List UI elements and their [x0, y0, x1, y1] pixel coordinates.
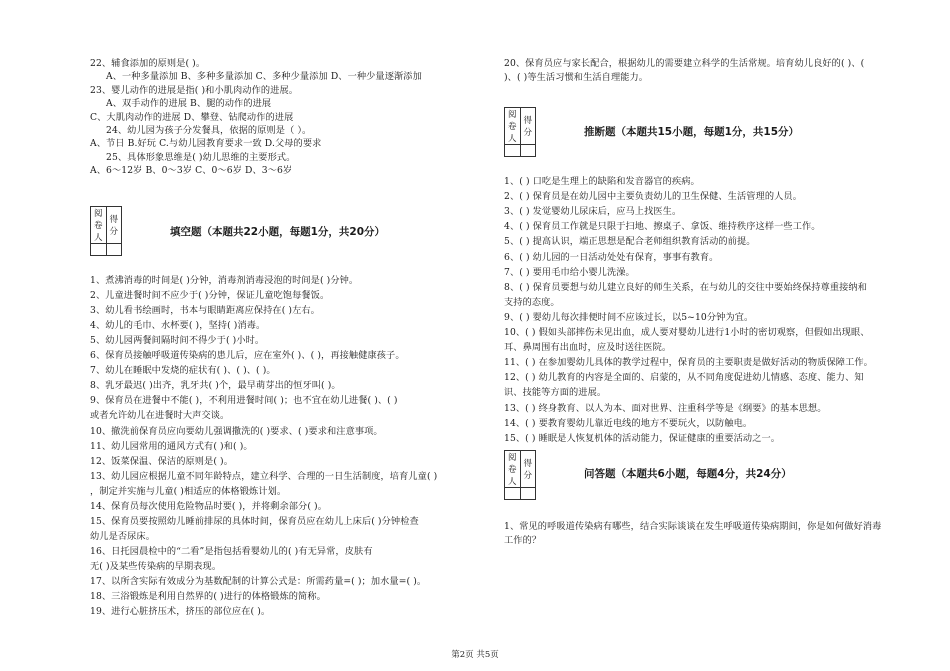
text-line: 15、保育员要按照幼儿睡前排尿的具体时间，保育员应在幼儿上床后( )分钟检查	[90, 515, 419, 527]
text-line: 2、儿童进餐时间不应少于( )分钟，保证儿童吃饱每餐饭。	[90, 290, 330, 302]
text-line: 22、辅食添加的原则是( )。	[90, 58, 206, 69]
text-line: 工作的？	[504, 535, 542, 546]
grader-header: 阅卷人	[505, 108, 521, 145]
text-line: 识、技能等方面的进展。	[504, 387, 607, 399]
text-line: 17、以所含实际有效成分为基数配制的计算公式是：所需药量=( )；加水量=( )。	[90, 576, 427, 587]
grader-cell	[91, 244, 107, 256]
qa-section-title: 问答题（本题共6小题，每题4分，共24分）	[584, 468, 792, 480]
text-line: 18、三浴锻炼是利用自然界的( )进行的体格锻炼的简称。	[90, 591, 326, 603]
text-line: 7、( ) 要用毛巾给小婴儿洗澡。	[504, 266, 635, 278]
text-line: 3、( ) 发觉婴幼儿尿床后，应马上找医生。	[504, 206, 682, 218]
text-line: 12、( ) 幼儿教育的内容是全面的、启蒙的，从不同角度促进幼儿情感、态度、能力、知	[504, 372, 864, 384]
fill-score-table	[90, 206, 122, 256]
text-line: 8、乳牙最迟( )出齐，乳牙共( )个，最早萌芽出的恒牙叫( )。	[90, 380, 341, 392]
text-line: 20、保育员应与家长配合，根据幼儿的需要建立科学的生活常规。培育幼儿良好的( )、(	[504, 58, 865, 69]
text-line: A、一种多量添加 B、多种多量添加 C、多种少量添加 D、一种少量逐渐添加	[106, 71, 422, 83]
text-line: C、大肌肉动作的进展 D、攀登、钻爬动作的进展	[90, 111, 294, 123]
text-line: 1、煮沸消毒的时间是( )分钟，消毒剂消毒浸泡的时间是( )分钟。	[90, 275, 359, 286]
judge-section-title: 推断题（本题共15小题，每题1分，共15分）	[584, 126, 800, 138]
text-line: A、6～12岁 B、0～3岁 C、0～6岁 D、3～6岁	[90, 165, 293, 177]
text-line: 2、( ) 保育员是在幼儿园中主要负责幼儿的卫生保健、生活管理的人员。	[504, 191, 802, 203]
text-line: 7、幼儿在睡眠中发烧的症状有( )、( )、( )。	[90, 365, 276, 377]
score-cell	[520, 488, 536, 500]
score-cell	[520, 145, 536, 157]
score-header: 得分	[520, 108, 536, 145]
grader-header: 阅卷人	[505, 451, 521, 488]
text-line: 支持的态度。	[504, 296, 560, 308]
text-line: 耳、鼻周围有出血时，应及时送往医院。	[504, 342, 672, 354]
text-line: 10、( ) 假如头部摔伤未见出血，成人要对婴幼儿进行1小时的密切观察，但假如出现眼、	[504, 327, 870, 338]
text-line: 12、饭菜保温、保洁的原则是( )。	[90, 455, 234, 467]
text-line: 13、( ) 终身教育、以人为本、面对世界、注重科学等是《纲要》的基本思想。	[504, 402, 827, 414]
text-line: 19、进行心脏挤压术，挤压的部位应在( )。	[90, 606, 271, 618]
text-line: 无( )及某些传染病的早期表现。	[90, 560, 222, 572]
text-line: 1、( ) 口吃是生理上的缺陷和发音器官的疾病。	[504, 176, 700, 187]
text-line: 6、保育员接触呼吸道传染病的患儿后，应在室外( )、( )，再接触健康孩子。	[90, 350, 405, 362]
text-line: 或者允许幼儿在进餐时大声交谈。	[90, 410, 230, 422]
grader-header: 阅卷人	[91, 207, 107, 244]
text-line: A、双手动作的进展 B、腿的动作的进展	[106, 98, 272, 110]
page-number: 第2页 共5页	[451, 650, 499, 660]
text-line: 15、( ) 睡眠是人恢复机体的活动能力，保证健康的重要活动之一。	[504, 432, 781, 444]
score-cell	[106, 244, 122, 256]
text-line: 11、幼儿园常用的通风方式有( )和( )。	[90, 440, 253, 452]
text-line: )、( )等生活习惯和生活自理能力。	[504, 72, 649, 83]
text-line: A、节日 B.好玩 C.与幼儿园教育要求一致 D.父母的要求	[90, 138, 322, 150]
text-line: 5、( ) 提高认识，端正思想是配合老师组织教育活动的前提。	[504, 236, 756, 248]
text-line: ，制定并实施与儿童( )相适应的体格锻炼计划。	[90, 485, 287, 497]
text-line: 4、幼儿的毛巾、水杯要( )，坚持( )消毒。	[90, 320, 266, 332]
text-line: 8、( ) 保育员要想与幼儿建立良好的师生关系，在与幼儿的交往中要始终保持尊重接纳和	[504, 281, 867, 293]
text-line: 14、( ) 要教育婴幼儿靠近电线的地方不要玩火，以防触电。	[504, 417, 753, 429]
text-line: 9、( ) 婴幼儿每次排便时间不应该过长，以5~10分钟为宜。	[504, 311, 754, 323]
score-header: 得分	[520, 451, 536, 488]
text-line: 13、幼儿园应根据儿童不同年龄特点，建立科学、合理的一日生活制度，培育儿童( )	[90, 470, 438, 482]
text-line: 11、( ) 在参加婴幼儿具体的教学过程中，保育员的主要职责是做好活动的物质保障工作。	[504, 357, 873, 369]
text-line: 10、撤洗前保育员应向要幼儿强调撒洗的( )要求、( )要求和注意事项。	[90, 425, 383, 437]
score-header: 得分	[106, 207, 122, 244]
grader-cell	[505, 488, 521, 500]
text-line: 25、具体形象思维是( )幼儿思维的主要形式。	[106, 151, 296, 163]
text-line: 24、幼儿园为孩子分发餐具，依据的原则是（ ）。	[106, 125, 312, 136]
text-line: 6、( ) 幼儿园的一日活动处处有保育，事事有教育。	[504, 251, 719, 263]
text-line: 幼儿是否尿床。	[90, 530, 156, 542]
text-line: 4、( ) 保育员工作就是只限于扫地、擦桌子、拿饭、维持秩序这样一些工作。	[504, 221, 821, 233]
qa-score-table	[504, 450, 536, 500]
text-line: 1、常见的呼吸道传染病有哪些，结合实际谈谈在发生呼吸道传染病期间，你是如何做好消毒	[504, 521, 882, 532]
text-line: 5、幼儿园两餐间隔时间不得少于( )小时。	[90, 335, 265, 347]
text-line: 16、日托园晨检中的“二看”是指包括看婴幼儿的( )有无异常，皮肤有	[90, 545, 373, 557]
text-line: 14、保育员每次使用危险物品时要( )，并将剩余部分( )。	[90, 500, 327, 512]
grader-cell	[505, 145, 521, 157]
text-line: 3、幼儿看书绘画时，书本与眼睛距离应保持在( )左右。	[90, 305, 320, 317]
judge-score-table	[504, 107, 536, 157]
text-line: 9、保育员在进餐中不能( )，不利用进餐时间( )；也不宜在幼儿进餐( )、( )	[90, 395, 398, 407]
fill-section-title: 填空题（本题共22小题，每题1分，共20分）	[170, 226, 386, 238]
text-line: 23、婴儿动作的进展是指( )和小肌肉动作的进展。	[90, 84, 299, 96]
